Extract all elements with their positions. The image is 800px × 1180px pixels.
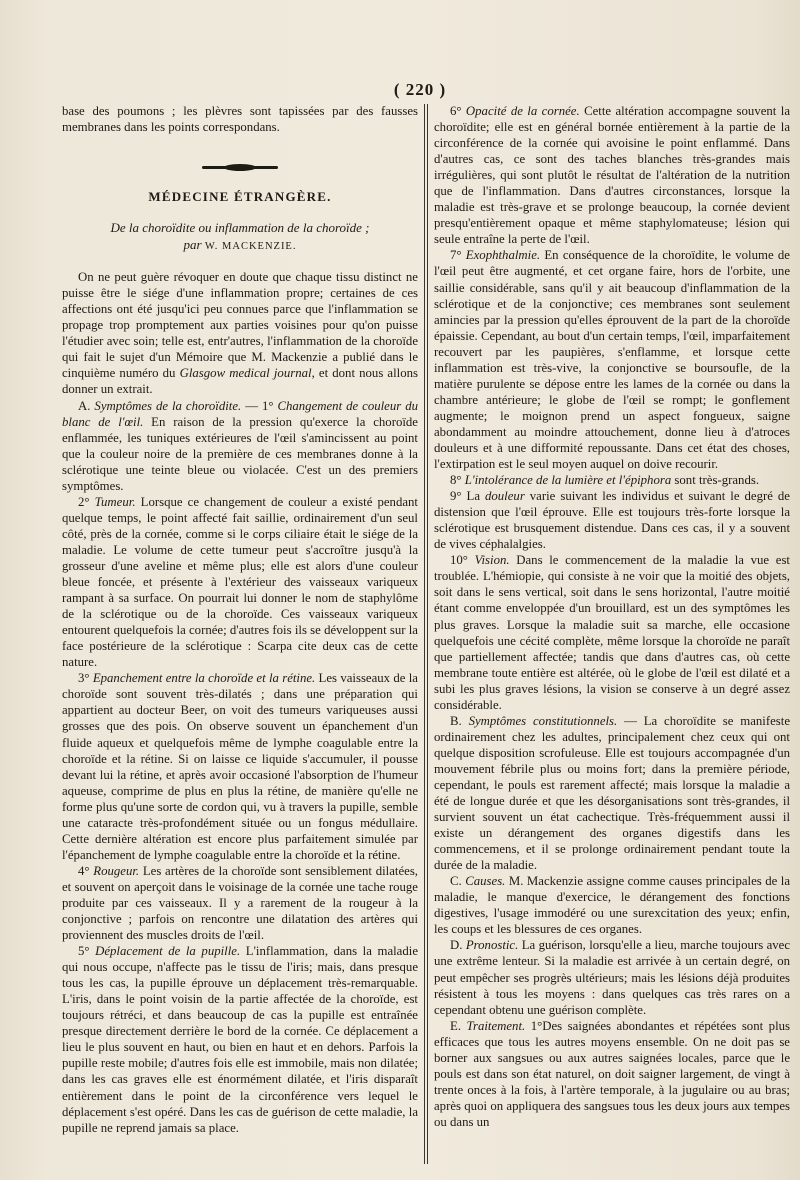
journal-name: Glasgow medical journal <box>179 366 312 381</box>
s6-num: 6° <box>450 104 466 118</box>
paragraph-d <box>434 937 790 1017</box>
page-number: ( 220 ) <box>393 80 447 99</box>
section-separator <box>62 161 418 175</box>
s10-text: Dans le commencement de la maladie la vue est troublée. L'hémiopie, qui consiste à ne voir que la moitié des objets, soit dans le sens vertical, soit dans le sens horizontal, l'autre moitié étant comme enveloppée d'un brouillard, est un des symptômes les plus graves. Lorsque la maladie suit sa marche, elle occasione quelquefois une cécité complète, même lorsque la choroïde ne paraît que partiellement affectée; tandis que dans d'autres cas, où cette membrane toute entière est altérée, où le globe de l'œil est dilaté et a subi les plus graves lésions, la vision se conserve à un degré assez considérable. <box>434 553 790 712</box>
column-rule-double <box>427 104 428 1164</box>
d-label: D. <box>450 938 466 953</box>
e-label: E. <box>450 1018 467 1033</box>
s8-heading: L'intolérance de la lumière et l'épiphora <box>464 473 672 488</box>
left-column <box>62 103 418 1136</box>
separator-ornament <box>202 166 278 169</box>
b-label: B. <box>450 713 469 728</box>
s6-text: Cette altération accompagne souvent la choroïdite; elle est en général bornée entièrement à la partie de la circonférence de la cornée qui avoisine le point enflammé. Dans d'autres cas, ce sont des taches blanches très-grandes mais irrégulières, qui sont plutôt le résultat de l'altération de la nutrition que de l'inflammation. Dans d'autres circonstances, lorsque la maladie est très-grave et se prolonge beaucoup, la cornée devient presqu'entièrement opaque et même staphylomateuse; lésion qui seule entraîne la perte de l'œil. <box>434 104 790 247</box>
s7-heading: Exophthalmie. <box>465 248 541 263</box>
s2-heading: Tumeur. <box>94 494 136 509</box>
s9-heading: douleur <box>484 489 525 504</box>
s2-num: 2° <box>78 494 95 509</box>
paragraph-a <box>62 398 418 494</box>
s4-heading: Rougeur. <box>93 863 140 878</box>
section-title: MÉDECINE ÉTRANGÈRE. <box>148 189 332 205</box>
s3-heading: Epanchement entre la choroïde et la rétine. <box>92 671 316 686</box>
paragraph-3 <box>62 670 418 863</box>
d-heading: Pronostic. <box>465 938 519 953</box>
a-text: En raison de la pression qu'exerce la choroïde enflammée, les tuniques extérieures de l'œil s'amincissent au point que la couleur noire de la première de ces membranes donne à la sclérotique une teinte bleue ou violacée. C'est un des premiers symptômes. <box>62 414 418 493</box>
s6-heading: Opacité de la cornée. <box>465 104 580 118</box>
b-heading: Symptômes constitutionnels. <box>468 713 618 728</box>
paragraph-9 <box>434 488 790 552</box>
article-title: De la choroïdite ou inflammation de la choroïde ; <box>110 220 370 236</box>
d-text: La guérison, lorsqu'elle a lieu, marche toujours avec une extrême lenteur. Si la maladie est arrivée à un certain degré, on peut empêcher ses progrès ultérieurs; mais les lésions déjà produites résistent à tous les moyens : dans quelques cas très rares on a cependant obtenu une guérison complète. <box>434 938 791 1017</box>
paragraph-5 <box>62 943 418 1136</box>
a-label: A. <box>78 398 91 413</box>
paragraph-e <box>434 1018 790 1130</box>
right-column <box>434 103 790 1130</box>
s2-text: Lorsque ce changement de couleur a existé pendant quelque temps, le point affecté fait saillie, ordinairement d'un seul côté, près de la cornée, comme si le corps ciliaire était le siége de la maladie. Le volume de cette tumeur peut s'accroître jusqu'à la grosseur d'une aveline et même plus; elle est alors d'une couleur bleue foncée, et présente à l'extérieur des vaisseaux variqueux rampant à sa surface. On pourrait lui donner le nom de staphylôme de la sclérotique ou de la choroïde. Ces vaisseaux variqueux entourent quelquefois la cornée; d'autres fois ils se développent sur la face postérieure de la sclérotique : Scarpa cite deux cas de cette nature. <box>62 494 418 670</box>
byline-prefix: par <box>183 237 202 253</box>
paragraph-b <box>434 713 790 873</box>
paragraph-10 <box>434 552 790 712</box>
s9-num: 9° La <box>450 489 485 504</box>
b-text: — La choroïdite se manifeste ordinairement chez les adultes, principalement chez ceux qui ont quelque disposition scrofuleuse. Elle est toujours accompagnée d'un mouvement fébrile plus ou moins fort; dans la première période, cependant, le pouls est rarement affecté; mais lorsque la maladie a été de longue durée et que les désorganisations sont très-grandes, il survient souvent un état cachectique. Très-fréquemment aussi il existe un dérangement des organes digestifs dans les commencemens, et il se prolonge ordinairement pendant toute la durée de la maladie. <box>434 713 791 873</box>
s9-text: varie suivant les individus et suivant le degré de distension que l'œil éprouve. Elle est toujours très-forte lorsque la sclérotique est brusquement distendue. Dans ces cas, il y a souvent de vives céphalalgies. <box>434 489 790 552</box>
s5-heading: Déplacement de la pupille. <box>95 944 241 959</box>
intro-paragraph: base des poumons ; les plèvres sont tapissées par des fausses membranes dans les points correspondans. <box>62 104 418 135</box>
s4-text: Les artères de la choroïde sont sensiblement dilatées, et souvent on aperçoit dans le voisinage de la cornée une tache rouge produite par ces vaisseaux. Il y a rarement de la rougeur à la conjonctive ; parfois on rencontre une dilatation des artères qui proviennent des muscles droits de l'œil. <box>62 863 419 943</box>
e-num: 1° <box>525 1018 543 1033</box>
paragraph-8 <box>434 472 790 488</box>
p1-end: , et dont nous allons donner un extrait. <box>62 366 419 397</box>
s3-num: 3° <box>78 671 93 686</box>
s5-text: L'inflammation, dans la maladie qui nous occupe, n'affecte pas le tissu de l'iris; mais, dans presque tous les cas, la pupille éprouve un déplacement très-remarquable. L'iris, dans le point voisin de la partie affectée de la choroïde, est toujours rétréci, et dans beaucoup de cas la pupille est entraînée presque directement derrière le bord de la cornée. Ce déplacement a lieu le plus souvent en haut, ou bien en haut et en dehors. Parfois la pupille reste mobile; d'autres fois elle est immobile, mais non dilatée; dans les cas graves elle est énormément dilatée, et l'iris disparaît entièrement dans le point de la circonférence vers lequel le déplacement s'est opéré. Dans les cas de guérison de cette maladie, la pupille ne reprend jamais sa place. <box>62 944 418 1135</box>
paragraph-6 <box>434 103 790 247</box>
s10-num: 10° <box>450 553 475 568</box>
s7-text: En conséquence de la choroïdite, le volume de l'œil peut être augmenté, et cet organe faire, hors de l'orbite, une saillie considérable, sans qu'il y ait beaucoup d'inflammation de la sclérotique et de la conjonctive; ces membranes sont seulement amincies par la pression qu'elles éprouvent de la part de la choroïde épaissie. Cependant, au bout d'un certain temps, l'œil, imparfaitement recouvert par les paupières, s'enflamme, et lorsque cette inflammation est très-vive, la conjonctive se boursoufle, de la matière purulente se dépose entre les lames de la cornée ou dans la chambre antérieure; le globe de l'œil se rompt; le gonflement augmente; le moignon prend un aspect fongueux, saigne abondamment au moindre attouchement, donne lieu à d'atroces douleurs et à une difformité repoussante. Dans cet état des choses, l'extirpation est le seul moyen auquel on doive recourir. <box>434 248 790 472</box>
paragraph-4 <box>62 863 418 943</box>
c-text: M. Mackenzie assigne comme causes principales de la maladie, le manque d'exercice, le dérangement des fonctions digestives, l'usage immodéré ou une surexcitation des yeux; enfin, les coups et les blessures de ces organes. <box>434 874 790 937</box>
s10-heading: Vision. <box>474 553 510 568</box>
paragraph-intro <box>62 269 418 397</box>
s8-text: sont très-grands. <box>671 473 760 488</box>
p1-text: On ne peut guère révoquer en doute que chaque tissu distinct ne puisse être le siége d'une inflammation propre; certaines de ces affections ont été jusqu'ici peu connues parce que l'inflammation se propage trop promptement aux parties voisines pour qu'on puisse l'étudier avec soin; telle est, entr'autres, l'inflammation de la choroïde qui fait le sujet d'un Mémoire que M. Mackenzie a publié dans le cinquième numéro du <box>62 270 418 381</box>
c-label: C. <box>450 874 466 889</box>
e-heading: Traitement. <box>466 1018 526 1033</box>
s4-num: 4° <box>78 863 94 878</box>
a-dash: — 1° <box>241 398 278 413</box>
paragraph-7 <box>434 247 790 472</box>
c-heading: Causes. <box>465 874 506 889</box>
column-rule <box>424 104 425 1164</box>
s7-num: 7° <box>450 248 466 263</box>
s5-num: 5° <box>78 944 96 959</box>
article-byline <box>62 236 418 255</box>
a-subheading: Changement de couleur du blanc de l'œil. <box>62 398 418 429</box>
paragraph-c <box>434 873 790 937</box>
s3-text: Les vaisseaux de la choroïde sont souvent très-dilatés ; dans une préparation qui appartient au docteur Beer, on voit des tumeurs variqueuses aussi grosses que des pois. On observe souvent un épanchement d'un fluide aqueux et quelquefois même de lymphe coagulable entre la choroïde et la rétine. Si on laisse ce liquide s'accumuler, il pousse devant lui la rétine, et après avoir occasioné l'absorption de l'humeur aqueuse, comprime de plus en plus la rétine, de manière qu'elle ne forme plus qu'une sorte de cordon qui, vu à travers la pupille, semble une cataracte très-profondément située ou un fongus médullaire. Cette dernière altération est encore plus parfaitement simulée par l'épanchement de lymphe coagulable entre la choroïde et la rétine. <box>62 671 418 862</box>
a-heading: Symptômes de la choroïdite. <box>94 398 242 413</box>
s8-num: 8° <box>450 473 465 488</box>
paragraph-2 <box>62 494 418 671</box>
e-text: Des saignées abondantes et répétées sont plus efficaces que tous les autres moyens ensemble. On ne doit pas se borner aux sangsues ou aux autres saignées locales, parce que le pouls est dans son état naturel, on doit saigner largement, de vingt à trente onces à la fois, à l'artère temporale, à la jugulaire ou au bras; après quoi on appliquera des sangsues tous les deux jours aux tempes ou dans un <box>434 1018 791 1129</box>
article-author: W. MACKENZIE. <box>204 241 297 253</box>
